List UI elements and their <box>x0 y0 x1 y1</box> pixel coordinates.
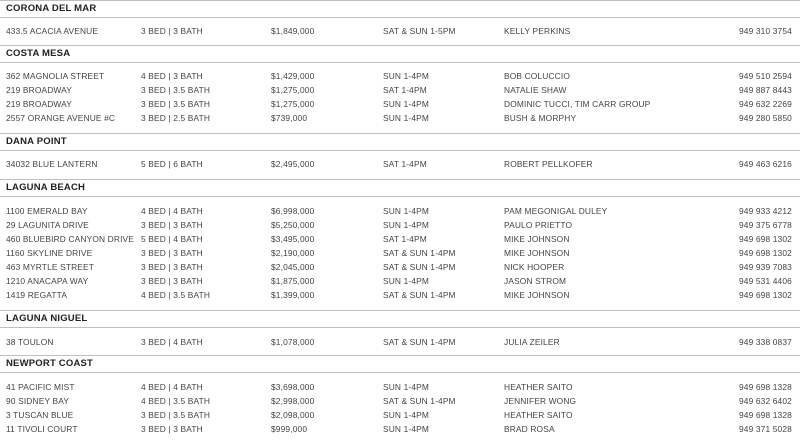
listing-price: $1,275,000 <box>271 85 315 95</box>
listing-price: $3,698,000 <box>271 382 315 392</box>
listing-agent: JULIA ZEILER <box>504 337 560 347</box>
listing-agent: KELLY PERKINS <box>504 26 571 36</box>
section-header <box>0 0 800 18</box>
listing-agent: NATALIE SHAW <box>504 85 567 95</box>
section-header <box>0 355 800 373</box>
listing-phone: 949 375 6778 <box>738 220 792 230</box>
listing-address: 1160 SKYLINE DRIVE <box>6 248 93 258</box>
listing-open-house-time: SUN 1-4PM <box>383 113 430 123</box>
listing-phone: 949 698 1328 <box>738 382 792 392</box>
listing-beds-baths: 3 BED | 3 BATH <box>141 220 203 230</box>
listing-open-house-time: SAT & SUN 1-4PM <box>383 262 456 272</box>
listing-address: 219 BROADWAY <box>6 85 73 95</box>
listing-row <box>0 233 800 247</box>
listing-row <box>0 219 800 233</box>
listing-phone: 949 698 1302 <box>738 248 792 258</box>
listing-agent: MIKE JOHNSON <box>504 290 570 300</box>
listing-agent: JENNIFER WONG <box>504 396 577 406</box>
listing-price: $2,495,000 <box>271 159 315 169</box>
listing-open-house-time: SUN 1-4PM <box>383 71 430 81</box>
listing-price: $2,098,000 <box>271 410 315 420</box>
listing-agent: BUSH & MORPHY <box>504 113 577 123</box>
listing-open-house-time: SAT & SUN 1-5PM <box>383 26 456 36</box>
listing-address: 34032 BLUE LANTERN <box>6 159 98 169</box>
listing-price: $1,399,000 <box>271 290 315 300</box>
listing-phone: 949 463 6216 <box>738 159 792 169</box>
listing-phone: 949 698 1302 <box>738 290 792 300</box>
listing-address: 2557 ORANGE AVENUE #C <box>6 113 116 123</box>
listing-open-house-time: SAT 1-4PM <box>383 159 427 169</box>
listing-price: $1,875,000 <box>271 276 315 286</box>
section-title: NEWPORT COAST <box>6 358 94 369</box>
listing-address: 1419 REGATTA <box>6 290 68 300</box>
section-title: LAGUNA NIGUEL <box>6 313 88 324</box>
listing-agent: HEATHER SAITO <box>504 382 573 392</box>
listing-beds-baths: 3 BED | 3.5 BATH <box>141 85 211 95</box>
listing-open-house-time: SAT & SUN 1-4PM <box>383 396 456 406</box>
listing-price: $2,998,000 <box>271 396 315 406</box>
listing-address: 219 BROADWAY <box>6 99 73 109</box>
listing-phone: 949 371 5028 <box>738 424 792 434</box>
listing-address: 460 BLUEBIRD CANYON DRIVE <box>6 234 135 244</box>
listing-price: $1,078,000 <box>271 337 315 347</box>
listing-agent: DOMINIC TUCCI, TIM CARR GROUP <box>504 99 651 109</box>
listing-open-house-time: SUN 1-4PM <box>383 206 430 216</box>
listing-price: $3,495,000 <box>271 234 315 244</box>
listing-address: 11 TIVOLI COURT <box>6 424 78 434</box>
section-title: LAGUNA BEACH <box>6 182 86 193</box>
listing-phone: 949 338 0837 <box>738 337 792 347</box>
listing-address: 3 TUSCAN BLUE <box>6 410 74 420</box>
listing-beds-baths: 4 BED | 4 BATH <box>141 382 203 392</box>
listing-row <box>0 25 800 39</box>
listing-address: 90 SIDNEY BAY <box>6 396 70 406</box>
listing-agent: PAM MEGONIGAL DULEY <box>504 206 608 216</box>
listing-row <box>0 423 800 437</box>
listing-agent: JASON STROM <box>504 276 567 286</box>
listing-row <box>0 409 800 423</box>
listing-address: 362 MAGNOLIA STREET <box>6 71 105 81</box>
listing-agent: BOB COLUCCIO <box>504 71 571 81</box>
listing-phone: 949 698 1328 <box>738 410 792 420</box>
listing-phone: 949 698 1302 <box>738 234 792 244</box>
listing-price: $5,250,000 <box>271 220 315 230</box>
listing-address: 29 LAGUNITA DRIVE <box>6 220 89 230</box>
listing-open-house-time: SUN 1-4PM <box>383 276 430 286</box>
listing-open-house-time: SAT & SUN 1-4PM <box>383 337 456 347</box>
listing-open-house-time: SAT & SUN 1-4PM <box>383 248 456 258</box>
listing-price: $999,000 <box>271 424 308 434</box>
listing-row <box>0 70 800 84</box>
listing-beds-baths: 3 BED | 3.5 BATH <box>141 99 211 109</box>
listing-price: $1,849,000 <box>271 26 315 36</box>
listing-open-house-time: SUN 1-4PM <box>383 99 430 109</box>
listing-row <box>0 381 800 395</box>
listing-beds-baths: 3 BED | 4 BATH <box>141 337 203 347</box>
listing-beds-baths: 3 BED | 3 BATH <box>141 26 203 36</box>
listing-row <box>0 205 800 219</box>
listing-row <box>0 98 800 112</box>
listing-open-house-time: SUN 1-4PM <box>383 220 430 230</box>
listing-beds-baths: 3 BED | 3 BATH <box>141 248 203 258</box>
listing-beds-baths: 4 BED | 3.5 BATH <box>141 396 211 406</box>
listing-beds-baths: 4 BED | 3.5 BATH <box>141 290 211 300</box>
listing-address: 1210 ANACAPA WAY <box>6 276 89 286</box>
listing-price: $2,045,000 <box>271 262 315 272</box>
listing-agent: NICK HOOPER <box>504 262 565 272</box>
listing-row <box>0 275 800 289</box>
listing-phone: 949 632 6402 <box>738 396 792 406</box>
listing-phone: 949 939 7083 <box>738 262 792 272</box>
listing-beds-baths: 3 BED | 3 BATH <box>141 424 203 434</box>
listing-row <box>0 336 800 350</box>
listing-open-house-time: SAT 1-4PM <box>383 85 427 95</box>
listing-address: 433.5 ACACIA AVENUE <box>6 26 99 36</box>
listing-beds-baths: 5 BED | 6 BATH <box>141 159 203 169</box>
listing-price: $739,000 <box>271 113 308 123</box>
listing-price: $1,429,000 <box>271 71 315 81</box>
listing-agent: MIKE JOHNSON <box>504 234 570 244</box>
listing-address: 38 TOULON <box>6 337 54 347</box>
listing-phone: 949 280 5850 <box>738 113 792 123</box>
section-header <box>0 45 800 63</box>
listing-beds-baths: 4 BED | 4 BATH <box>141 206 203 216</box>
section-header <box>0 179 800 197</box>
listing-row <box>0 112 800 126</box>
listing-price: $1,275,000 <box>271 99 315 109</box>
listing-phone: 949 887 8443 <box>738 85 792 95</box>
section-title: COSTA MESA <box>6 48 71 59</box>
listing-price: $6,998,000 <box>271 206 315 216</box>
listing-beds-baths: 5 BED | 4 BATH <box>141 234 203 244</box>
listing-row <box>0 261 800 275</box>
listing-open-house-time: SAT 1-4PM <box>383 234 427 244</box>
listing-agent: MIKE JOHNSON <box>504 248 570 258</box>
listing-row <box>0 395 800 409</box>
section-header <box>0 133 800 151</box>
section-header <box>0 310 800 328</box>
listing-phone: 949 531 4406 <box>738 276 792 286</box>
listing-beds-baths: 3 BED | 3.5 BATH <box>141 410 211 420</box>
listing-open-house-time: SUN 1-4PM <box>383 382 430 392</box>
listing-agent: BRAD ROSA <box>504 424 555 434</box>
listing-beds-baths: 3 BED | 3 BATH <box>141 276 203 286</box>
listing-row <box>0 158 800 172</box>
section-title: CORONA DEL MAR <box>6 3 97 14</box>
listing-agent: ROBERT PELLKOFER <box>504 159 593 169</box>
listing-address: 463 MYRTLE STREET <box>6 262 95 272</box>
listing-row <box>0 289 800 303</box>
listing-phone: 949 632 2269 <box>738 99 792 109</box>
listing-beds-baths: 3 BED | 3 BATH <box>141 262 203 272</box>
listing-open-house-time: SUN 1-4PM <box>383 410 430 420</box>
listing-phone: 949 310 3754 <box>738 26 792 36</box>
listing-agent: HEATHER SAITO <box>504 410 573 420</box>
listing-phone: 949 510 2594 <box>738 71 792 81</box>
listing-price: $2,190,000 <box>271 248 315 258</box>
listing-row <box>0 84 800 98</box>
listing-address: 1100 EMERALD BAY <box>6 206 88 216</box>
listing-open-house-time: SUN 1-4PM <box>383 424 430 434</box>
listing-address: 41 PACIFIC MIST <box>6 382 75 392</box>
listing-beds-baths: 4 BED | 3 BATH <box>141 71 203 81</box>
listing-agent: PAULO PRIETTO <box>504 220 573 230</box>
listing-open-house-time: SAT & SUN 1-4PM <box>383 290 456 300</box>
listing-row <box>0 247 800 261</box>
listing-phone: 949 933 4212 <box>738 206 792 216</box>
listing-beds-baths: 3 BED | 2.5 BATH <box>141 113 211 123</box>
section-title: DANA POINT <box>6 136 67 147</box>
